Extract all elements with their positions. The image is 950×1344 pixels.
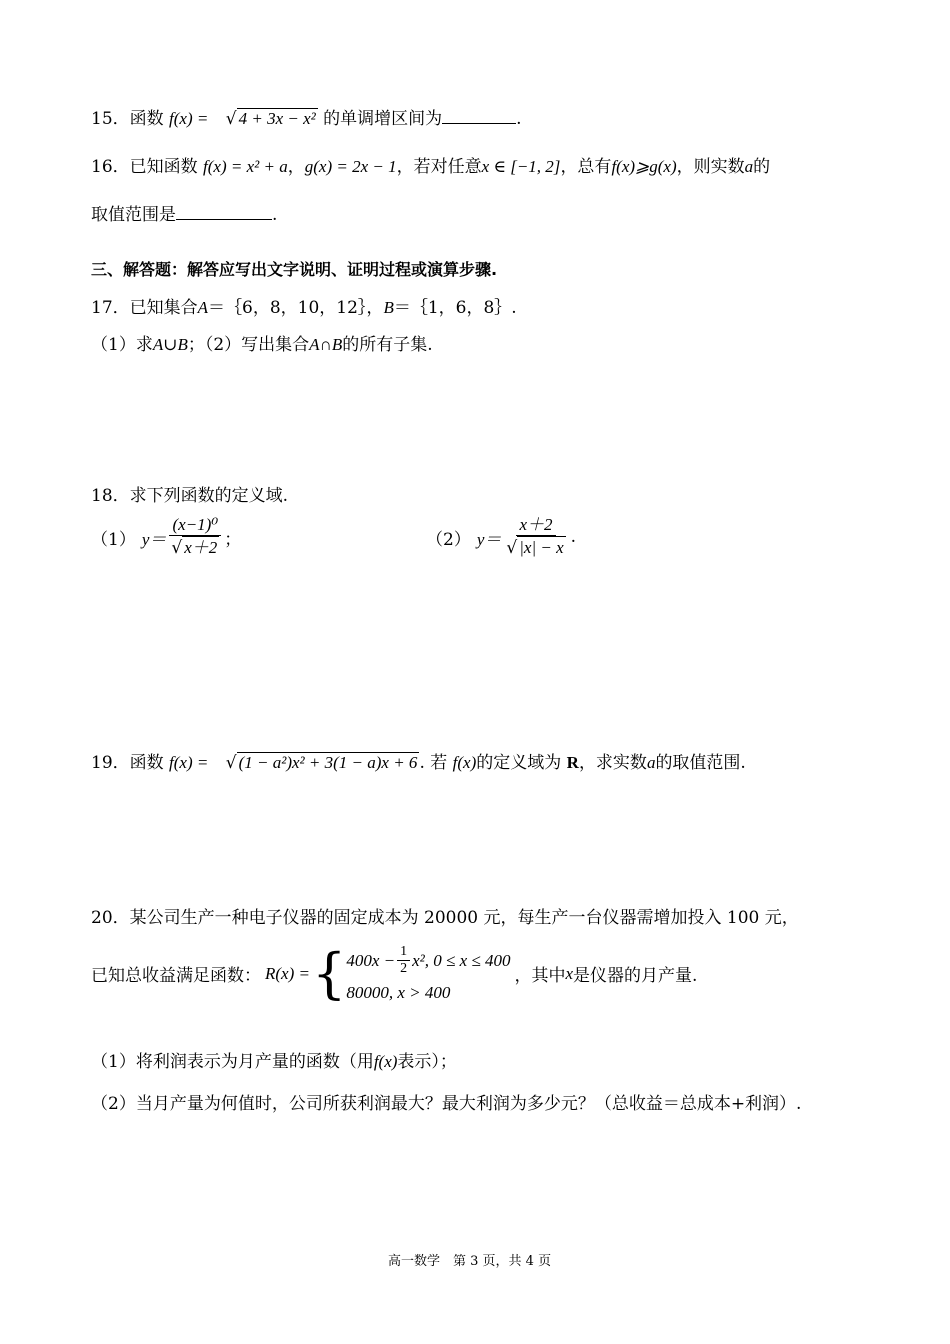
math-variable: a bbox=[646, 753, 656, 772]
page-footer: 高一数学 第 3 页，共 4 页 bbox=[388, 1254, 552, 1269]
question-18 bbox=[91, 481, 288, 506]
question-text: 取值范围是 bbox=[91, 205, 176, 225]
radicand: (1 − a²)x² + 3(1 − a)x + 6 bbox=[238, 753, 418, 772]
math-lhs: f(x) = bbox=[169, 753, 209, 772]
question-text: ，若对任意 bbox=[396, 157, 482, 177]
math-variable: x bbox=[565, 963, 574, 983]
math-expression: A∪B bbox=[152, 335, 188, 354]
question-number: 15． bbox=[91, 109, 130, 129]
set-elements: ＝｛6，8，10，12｝， bbox=[208, 298, 384, 318]
question-number: 16． bbox=[91, 157, 130, 177]
question-text: ，求实数 bbox=[578, 753, 647, 773]
question-text: 求下列函数的定义域. bbox=[129, 486, 289, 506]
punctuation: ， bbox=[287, 157, 305, 177]
fraction bbox=[397, 944, 410, 977]
math-expression: x ∈ [−1, 2] bbox=[481, 157, 561, 176]
question-text: 已知函数 bbox=[129, 157, 198, 177]
question-text: ，则实数 bbox=[676, 157, 745, 177]
punctuation: . bbox=[570, 527, 577, 547]
question-text: 函数 bbox=[129, 753, 164, 773]
question-20 bbox=[91, 903, 799, 928]
math-expression: f(x) = bbox=[169, 109, 209, 128]
math-lhs: y＝ bbox=[141, 529, 167, 549]
case-expression: x², 0 ≤ x ≤ 400 bbox=[412, 950, 511, 970]
question-text: 的取值范围. bbox=[655, 753, 746, 773]
part-label: （1） bbox=[91, 529, 136, 550]
radicand: |x| − x bbox=[519, 538, 564, 557]
question-number: 17． bbox=[91, 298, 130, 318]
radicand: x＋2 bbox=[184, 538, 218, 557]
question-20-part1 bbox=[91, 1047, 457, 1072]
question-text: （2）当月产量为何值时，公司所获利润最大？最大利润为多少元？（总收益＝总成本+利润）. bbox=[91, 1094, 802, 1114]
set-name: A bbox=[197, 298, 209, 317]
question-18-part2 bbox=[426, 515, 576, 559]
question-number: 18． bbox=[91, 486, 130, 506]
question-text: 函数 bbox=[129, 109, 164, 129]
math-expression: f(x) bbox=[373, 1052, 398, 1071]
question-text: 的所有子集. bbox=[342, 335, 433, 355]
question-text: （1）求 bbox=[91, 335, 153, 355]
denominator: 2 bbox=[400, 961, 408, 976]
question-text: ；（2）写出集合 bbox=[187, 335, 310, 355]
answer-blank[interactable] bbox=[442, 109, 516, 124]
set-elements: ＝｛1，6，8｝. bbox=[393, 298, 517, 318]
question-number: 20． bbox=[91, 908, 130, 928]
piecewise-brace: { bbox=[311, 941, 347, 1005]
question-number: 19． bbox=[91, 753, 130, 773]
punctuation: ； bbox=[224, 529, 242, 550]
sqrt-symbol: √ (1 − a²)x² + 3(1 − a)x + 6 bbox=[225, 753, 418, 773]
case-expression: 400x − bbox=[346, 950, 396, 970]
question-20-part2 bbox=[91, 1089, 801, 1114]
part-label: （2） bbox=[426, 529, 471, 550]
question-text: （1）将利润表示为月产量的函数（用 bbox=[91, 1052, 374, 1072]
math-expression: f(x) = x² + a bbox=[203, 157, 288, 176]
real-numbers-symbol: R bbox=[566, 753, 579, 772]
question-text: ，其中 bbox=[514, 966, 566, 986]
math-expression: f(x)⩾g(x) bbox=[611, 157, 677, 176]
sqrt-symbol: √ 4 + 3x − x² bbox=[225, 109, 316, 129]
question-text: 某公司生产一种电子仪器的固定成本为 20000 元，每生产一台仪器需增加投入 100 元， bbox=[129, 908, 799, 928]
fraction bbox=[503, 515, 568, 559]
question-text: 已知集合 bbox=[129, 298, 198, 318]
math-expression: A∩B bbox=[309, 335, 343, 354]
math-expression: f(x) bbox=[452, 753, 477, 772]
question-text: 是仪器的月产量. bbox=[573, 966, 698, 986]
question-text: 的定义域为 bbox=[476, 753, 562, 773]
question-19 bbox=[91, 748, 746, 773]
question-17-parts bbox=[91, 330, 433, 355]
question-text: 的单调增区间为 bbox=[323, 109, 443, 129]
question-16 bbox=[91, 152, 770, 177]
numerator: (x−1)⁰ bbox=[169, 515, 221, 536]
question-17 bbox=[91, 293, 517, 318]
case-1 bbox=[346, 944, 510, 977]
punctuation: . bbox=[516, 109, 522, 129]
math-lhs: y＝ bbox=[476, 529, 502, 549]
question-text: 的 bbox=[753, 157, 771, 177]
punctuation: . bbox=[272, 205, 278, 225]
case-2: 80000, x > 400 bbox=[346, 983, 451, 1002]
question-text: 已知总收益满足函数： bbox=[91, 966, 261, 986]
fraction bbox=[168, 515, 222, 559]
math-lhs: R(x) = bbox=[265, 963, 310, 983]
numerator: x＋2 bbox=[516, 515, 555, 536]
math-expression: g(x) = 2x − 1 bbox=[304, 157, 397, 176]
math-variable: a bbox=[744, 157, 754, 176]
radicand: 4 + 3x − x² bbox=[238, 109, 316, 128]
question-16-line2 bbox=[91, 200, 277, 225]
section-heading: 三、解答题：解答应写出文字说明、证明过程或演算步骤. bbox=[91, 260, 498, 279]
denominator: √ x＋2 bbox=[171, 538, 218, 558]
question-20-function bbox=[91, 941, 698, 1005]
piecewise-cases bbox=[346, 944, 510, 1003]
question-18-part1 bbox=[91, 515, 241, 559]
question-text: ，总有 bbox=[560, 157, 612, 177]
set-name: B bbox=[383, 298, 394, 317]
answer-blank[interactable] bbox=[176, 205, 272, 220]
question-15 bbox=[91, 104, 522, 129]
question-text: . 若 bbox=[419, 753, 448, 773]
denominator: √ |x| − x bbox=[506, 538, 564, 558]
numerator: 1 bbox=[397, 944, 410, 961]
question-text: 表示）； bbox=[397, 1052, 457, 1072]
